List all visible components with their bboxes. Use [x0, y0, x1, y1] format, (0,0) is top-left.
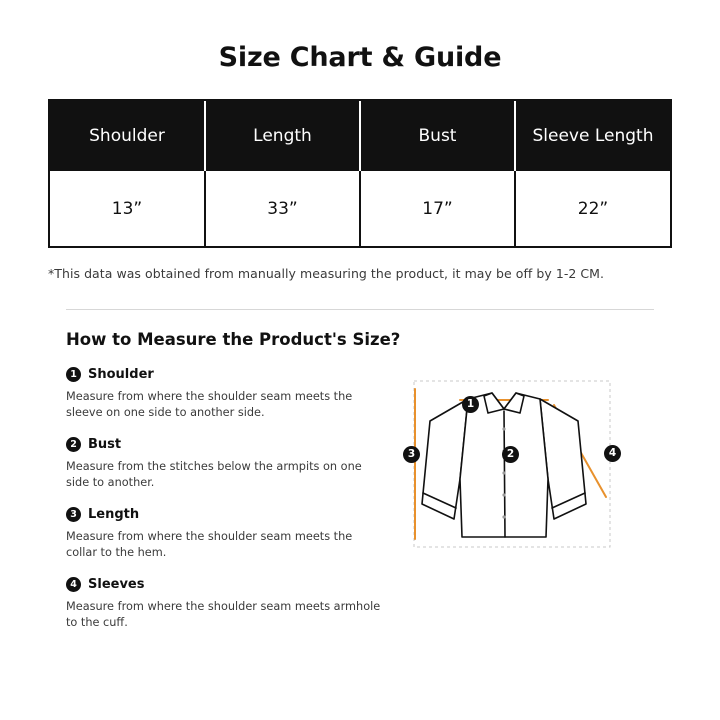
cell-sleeve-length: 22”	[515, 171, 670, 246]
list-item	[66, 507, 396, 560]
cell-shoulder: 13”	[50, 171, 205, 246]
diagram-marker-1: 1	[462, 396, 479, 413]
step-title: Length	[88, 507, 140, 523]
measurement-disclaimer: *This data was obtained from manually measuring the product, it may be off by 1-2 CM.	[48, 266, 605, 281]
step-number-badge: 1	[66, 367, 81, 382]
step-title: Sleeves	[88, 577, 145, 593]
list-item	[66, 367, 396, 420]
page-title: Size Chart & Guide	[218, 42, 502, 73]
shirt-illustration-icon	[396, 369, 646, 564]
list-item	[66, 577, 396, 630]
size-table	[50, 101, 670, 246]
step-number-badge: 4	[66, 577, 81, 592]
column-header-sleeve-length: Sleeve Length	[515, 101, 670, 171]
size-table-container	[48, 99, 672, 248]
diagram-marker-2: 2	[502, 446, 519, 463]
table-row	[50, 171, 670, 246]
step-description: Measure from where the shoulder seam meets the collar to the hem.	[66, 530, 353, 559]
step-title: Bust	[88, 437, 122, 453]
diagram-marker-3: 3	[403, 446, 420, 463]
step-header	[66, 367, 396, 382]
section-divider	[66, 309, 654, 310]
step-header	[66, 437, 396, 452]
list-item	[66, 437, 396, 490]
step-description: Measure from where the shoulder seam meets the sleeve on one side to another side.	[66, 390, 353, 419]
shirt-measurement-diagram	[396, 369, 672, 569]
step-header	[66, 507, 396, 522]
guide-heading: How to Measure the Product's Size?	[66, 330, 401, 349]
cell-bust: 17”	[360, 171, 515, 246]
step-description: Measure from the stitches below the armpits on one side to another.	[66, 460, 362, 489]
column-header-bust: Bust	[360, 101, 515, 171]
diagram-marker-4: 4	[604, 445, 621, 462]
step-number-badge: 3	[66, 507, 81, 522]
measure-steps-list	[66, 367, 396, 648]
guide-content	[0, 367, 720, 648]
step-number-badge: 2	[66, 437, 81, 452]
table-header-row	[50, 101, 670, 171]
step-title: Shoulder	[88, 367, 154, 382]
column-header-length: Length	[205, 101, 360, 171]
step-header	[66, 577, 396, 592]
column-header-shoulder: Shoulder	[50, 101, 205, 171]
step-description: Measure from where the shoulder seam meets armhole to the cuff.	[66, 600, 381, 630]
cell-length: 33”	[205, 171, 360, 246]
